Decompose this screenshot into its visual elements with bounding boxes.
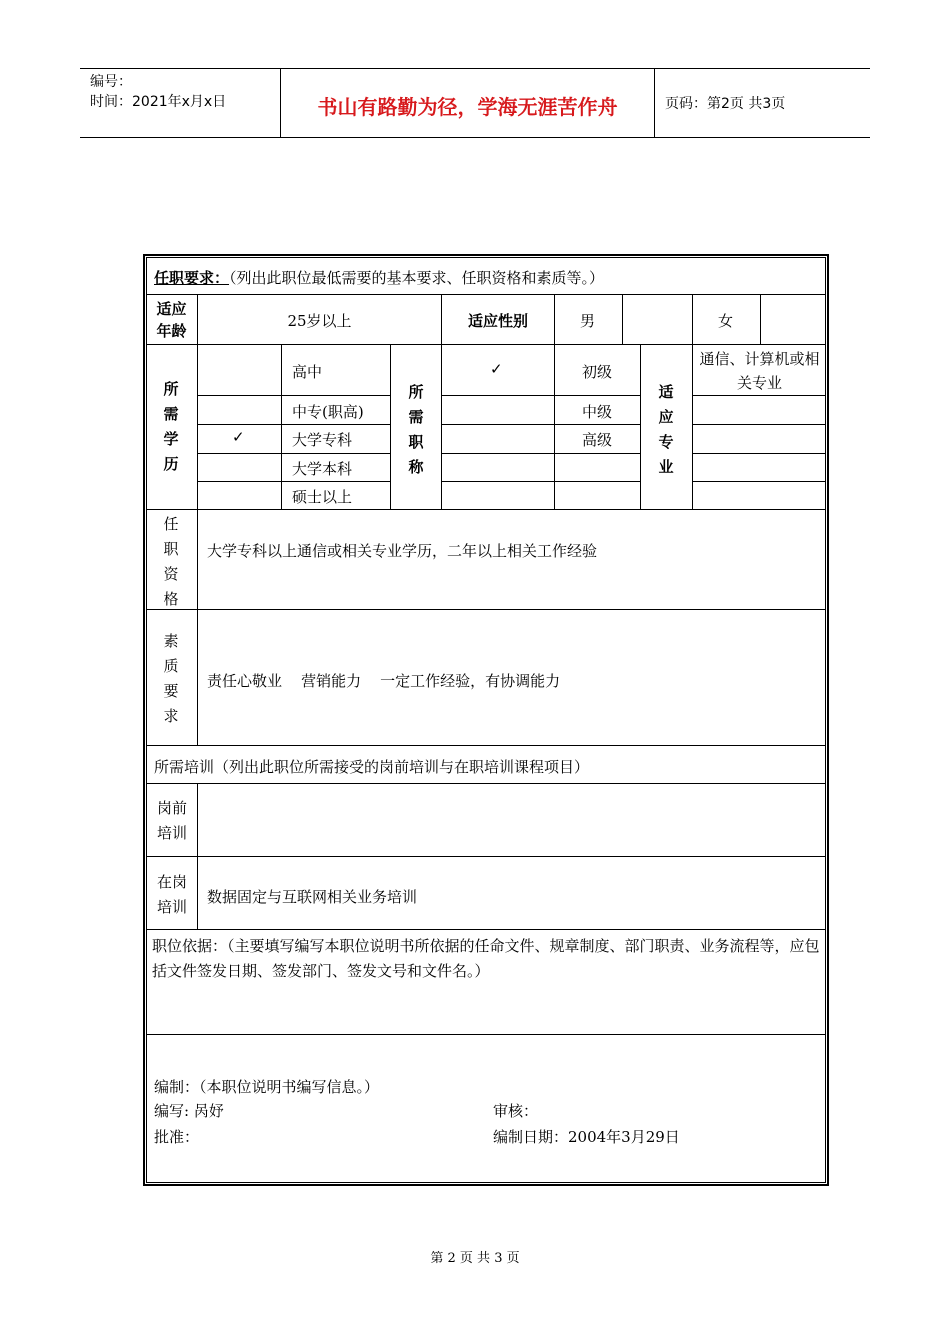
grid-line [692,344,693,509]
compile-reviewer: 审核： [493,1102,539,1120]
page-footer: 第 2 页 共 3 页 [430,1251,520,1266]
grid-line [197,783,198,929]
grid-line [197,344,198,509]
grid-line [146,609,826,610]
gender-male: 男 [580,312,596,330]
title-level: 高级 [582,431,613,449]
grid-line [197,481,390,482]
quality-label: 素质要求 [163,632,179,725]
training-title: 所需培训（列出此职位所需接受的岗前培训与在职培训课程项目） [154,758,590,776]
requirements-title: 任职要求： [154,269,230,287]
number-label: 编号： [90,74,132,90]
grid-line [146,294,826,295]
pre-training-label: 岗前培训 [156,799,187,842]
major-label: 适应专业 [658,383,674,476]
title-check-mark: ✓ [490,360,503,378]
grid-line [281,344,282,509]
grid-line [441,344,442,509]
education-level: 高中 [292,363,323,381]
grid-line [441,424,640,425]
grid-line [441,481,640,482]
title-level: 初级 [582,363,613,381]
qualification-value: 大学专科以上通信或相关专业学历，二年以上相关工作经验 [207,542,598,560]
grid-line [640,344,641,509]
age-value: 25岁以上 [287,312,352,330]
grid-line [390,344,391,509]
page-label: 页码：第2页 共3页 [665,96,786,112]
grid-line [146,745,826,746]
onjob-training-label: 在岗培训 [156,873,187,916]
major-value: 通信、计算机或相关专业 [699,350,820,392]
header-page-cell [655,69,870,137]
education-level: 硕士以上 [292,488,353,506]
education-label: 所需学历 [163,380,179,473]
position-basis: 职位依据：（主要填写编写本职位说明书所依据的任命文件、规章制度、部门职责、业务流程等，应包括文件签发日期、签发部门、签发文号和文件名。） [152,937,820,980]
compile-writer: 编写: 呙妤 [154,1102,224,1120]
qualification-label: 任职资格 [163,515,179,608]
requirements-note: （列出此职位最低需要的基本要求、任职资格和素质等。） [229,269,605,287]
compile-title: 编制：（本职位说明书编写信息。） [154,1078,380,1096]
grid-line [692,453,826,454]
title-label: 所需职称 [408,383,424,476]
grid-line [197,453,390,454]
time-label: 时间：2021年x月x日 [90,94,227,110]
title-level: 中级 [582,403,613,421]
grid-line [554,294,555,344]
grid-line [146,1034,826,1035]
compile-approver: 批准： [154,1128,200,1146]
education-level: 大学本科 [292,460,353,478]
grid-line [197,395,390,396]
grid-line [760,294,761,344]
grid-line [146,509,826,510]
education-level: 中专(职高) [292,403,364,421]
grid-line [146,344,826,345]
grid-line [441,453,640,454]
grid-line [692,481,826,482]
grid-line [554,344,555,509]
grid-line [197,424,390,425]
age-label: 适应年龄 [156,300,187,340]
grid-line [622,294,623,344]
header-meta [80,69,281,137]
grid-line [692,395,826,396]
education-check-mark: ✓ [232,428,245,446]
education-level: 大学专科 [292,431,353,449]
gender-label: 适应性别 [467,312,528,330]
grid-line [146,856,826,857]
quality-value: 责任心敬业 营销能力 一定工作经验，有协调能力 [207,672,561,690]
gender-female: 女 [718,312,734,330]
motto: 书山有路勤为径，学海无涯苦作舟 [317,95,618,119]
requirements-section [154,267,604,288]
grid-line [441,395,640,396]
onjob-training-value: 数据固定与互联网相关业务培训 [207,888,418,906]
grid-line [197,509,198,745]
compile-date: 编制日期：2004年3月29日 [493,1128,680,1146]
grid-line [146,783,826,784]
page-header [80,68,870,138]
grid-line [692,424,826,425]
grid-line [146,929,826,930]
grid-line [692,294,693,344]
header-motto-cell [281,69,655,137]
